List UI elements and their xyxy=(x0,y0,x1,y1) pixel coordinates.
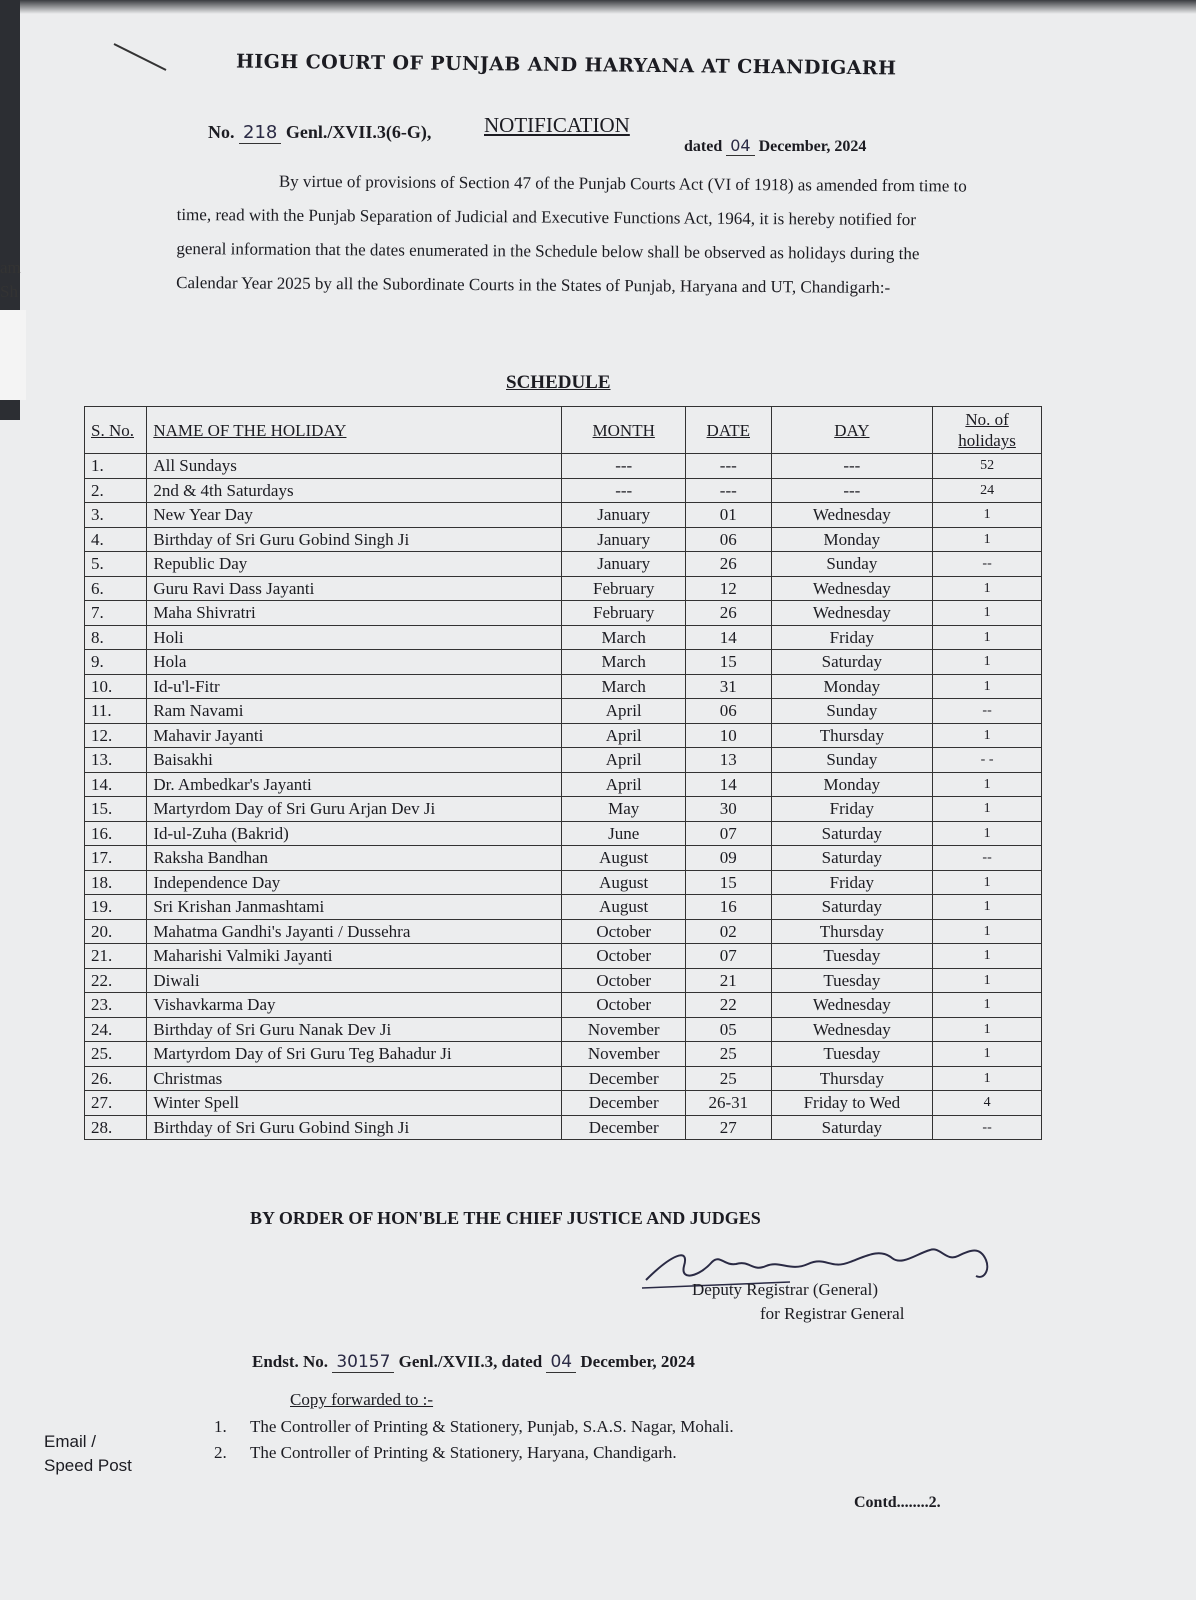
cell-count: - - xyxy=(933,748,1042,773)
cell-count: -- xyxy=(933,552,1042,577)
table-row xyxy=(85,1017,1042,1042)
cell-count: 1 xyxy=(933,674,1042,699)
handwritten-endst-number: 30157 xyxy=(332,1352,394,1373)
cell-name: 2nd & 4th Saturdays xyxy=(147,478,562,503)
table-row xyxy=(85,1066,1042,1091)
cell-day: Monday xyxy=(771,527,933,552)
cell-count: 1 xyxy=(933,870,1042,895)
table-row xyxy=(85,1042,1042,1067)
cell-month: December xyxy=(562,1115,686,1140)
table-row xyxy=(85,576,1042,601)
cell-month: March xyxy=(562,650,686,675)
cell-month: January xyxy=(562,552,686,577)
cell-date: 15 xyxy=(686,650,772,675)
signatory-for: for Registrar General xyxy=(760,1304,905,1323)
cell-sno: 25. xyxy=(85,1042,147,1067)
cell-count: 1 xyxy=(933,1066,1042,1091)
cell-count: 1 xyxy=(933,650,1042,675)
cell-day: Wednesday xyxy=(771,601,933,626)
cell-month: August xyxy=(562,846,686,871)
holiday-schedule-table xyxy=(84,406,1042,1140)
number-suffix: Genl./XVII.3(6-G), xyxy=(285,122,432,142)
cell-count: 1 xyxy=(933,919,1042,944)
cell-count: 52 xyxy=(933,454,1042,479)
table-row xyxy=(85,797,1042,822)
notification-date xyxy=(684,136,866,156)
cell-name: New Year Day xyxy=(147,503,562,528)
cell-sno: 20. xyxy=(85,919,147,944)
cell-count: 1 xyxy=(933,503,1042,528)
table-row xyxy=(85,527,1042,552)
dated-prefix: dated xyxy=(684,138,723,155)
cell-day: Saturday xyxy=(771,650,933,675)
cell-day: Wednesday xyxy=(771,1017,933,1042)
col-date: DATE xyxy=(686,407,772,454)
cell-day: --- xyxy=(771,454,933,479)
table-row xyxy=(85,772,1042,797)
cell-date: --- xyxy=(686,454,772,479)
table-row xyxy=(85,503,1042,528)
cell-month: April xyxy=(562,772,686,797)
cell-month: November xyxy=(562,1042,686,1067)
cell-date: --- xyxy=(686,478,772,503)
cell-name: Christmas xyxy=(147,1066,562,1091)
cell-name: Dr. Ambedkar's Jayanti xyxy=(147,772,562,797)
cell-count: 1 xyxy=(933,527,1042,552)
body-paragraph: By virtue of provisions of Section 47 of the Punjab Courts Act (VI of 1918) as amended from time to time, read with the Punjab Separation of Judicial and Executive Functions Act, 1964, it is hereby notified for general information that the dates enumerated in the Schedule below shall be observed as holidays during the Calendar Year 2025 by all the Subordinate Courts in the States of Punjab, Haryana and UT, Chandigarh:- xyxy=(176,171,967,297)
cell-day: Tuesday xyxy=(771,968,933,993)
cell-month: June xyxy=(562,821,686,846)
cell-name: Id-ul-Zuha (Bakrid) xyxy=(147,821,562,846)
recipient-text: The Controller of Printing & Stationery, Punjab, S.A.S. Nagar, Mohali. xyxy=(250,1417,734,1436)
cell-date: 26 xyxy=(686,601,772,626)
table-header-row xyxy=(85,407,1042,454)
cell-name: Diwali xyxy=(147,968,562,993)
table-row xyxy=(85,552,1042,577)
table-row xyxy=(85,601,1042,626)
cell-month: March xyxy=(562,625,686,650)
endst-suffix: December, 2024 xyxy=(580,1352,695,1371)
table-row xyxy=(85,993,1042,1018)
cell-count: 1 xyxy=(933,601,1042,626)
cell-month: February xyxy=(562,601,686,626)
cell-sno: 1. xyxy=(85,454,147,479)
cell-date: 30 xyxy=(686,797,772,822)
cell-date: 06 xyxy=(686,699,772,724)
cell-month: October xyxy=(562,968,686,993)
col-count: No. of holidays xyxy=(933,407,1042,454)
cell-name: Mahavir Jayanti xyxy=(147,723,562,748)
table-row xyxy=(85,748,1042,773)
cell-sno: 21. xyxy=(85,944,147,969)
cell-name: All Sundays xyxy=(147,454,562,479)
recipient-list xyxy=(214,1414,734,1466)
cell-sno: 10. xyxy=(85,674,147,699)
cell-name: Maharishi Valmiki Jayanti xyxy=(147,944,562,969)
cell-name: Vishavkarma Day xyxy=(147,993,562,1018)
cell-month: November xyxy=(562,1017,686,1042)
number-prefix: No. xyxy=(208,122,235,142)
table-row xyxy=(85,650,1042,675)
cell-name: Hola xyxy=(147,650,562,675)
cell-date: 16 xyxy=(686,895,772,920)
cell-month: April xyxy=(562,748,686,773)
cell-month: January xyxy=(562,527,686,552)
cell-name: Republic Day xyxy=(147,552,562,577)
cell-sno: 15. xyxy=(85,797,147,822)
pen-mark-icon xyxy=(110,40,170,110)
endorsement-line xyxy=(252,1352,695,1372)
cell-sno: 28. xyxy=(85,1115,147,1140)
cell-date: 07 xyxy=(686,944,772,969)
cell-sno: 7. xyxy=(85,601,147,626)
cell-sno: 8. xyxy=(85,625,147,650)
cell-date: 21 xyxy=(686,968,772,993)
list-item xyxy=(214,1414,734,1440)
cell-day: Friday xyxy=(771,625,933,650)
cell-name: Birthday of Sri Guru Nanak Dev Ji xyxy=(147,1017,562,1042)
recipient-text: The Controller of Printing & Stationery, Haryana, Chandigarh. xyxy=(250,1443,677,1462)
cell-count: 1 xyxy=(933,821,1042,846)
cell-count: 1 xyxy=(933,1042,1042,1067)
table-row xyxy=(85,723,1042,748)
table-row xyxy=(85,625,1042,650)
cell-name: Maha Shivratri xyxy=(147,601,562,626)
speed-post-line: Speed Post xyxy=(44,1456,132,1475)
cell-date: 13 xyxy=(686,748,772,773)
cell-count: -- xyxy=(933,1115,1042,1140)
cell-sno: 5. xyxy=(85,552,147,577)
cell-month: October xyxy=(562,993,686,1018)
cell-count: 1 xyxy=(933,993,1042,1018)
col-month: MONTH xyxy=(562,407,686,454)
cell-name: Guru Ravi Dass Jayanti xyxy=(147,576,562,601)
cell-name: Holi xyxy=(147,625,562,650)
cell-date: 10 xyxy=(686,723,772,748)
cell-name: Martyrdom Day of Sri Guru Teg Bahadur Ji xyxy=(147,1042,562,1067)
recipient-num: 2. xyxy=(214,1443,227,1462)
cell-date: 14 xyxy=(686,772,772,797)
cell-day: Monday xyxy=(771,772,933,797)
handwritten-day: 04 xyxy=(726,136,754,156)
table-row xyxy=(85,968,1042,993)
list-item xyxy=(214,1440,734,1466)
cell-name: Martyrdom Day of Sri Guru Arjan Dev Ji xyxy=(147,797,562,822)
cell-day: Friday to Wed xyxy=(771,1091,933,1116)
cell-day: Tuesday xyxy=(771,944,933,969)
cell-month: --- xyxy=(562,478,686,503)
cell-sno: 23. xyxy=(85,993,147,1018)
table-row xyxy=(85,821,1042,846)
cell-day: Sunday xyxy=(771,699,933,724)
cell-count: 1 xyxy=(933,1017,1042,1042)
cell-month: August xyxy=(562,870,686,895)
cell-sno: 24. xyxy=(85,1017,147,1042)
cell-date: 01 xyxy=(686,503,772,528)
cell-name: Raksha Bandhan xyxy=(147,846,562,871)
cell-month: August xyxy=(562,895,686,920)
schedule-title: SCHEDULE xyxy=(506,372,611,393)
notification-label: NOTIFICATION xyxy=(484,113,630,137)
notification-number xyxy=(208,122,431,143)
cell-count: 1 xyxy=(933,576,1042,601)
table-row xyxy=(85,895,1042,920)
cell-day: Thursday xyxy=(771,1066,933,1091)
cell-date: 25 xyxy=(686,1066,772,1091)
table-body xyxy=(85,454,1042,1140)
cell-sno: 2. xyxy=(85,478,147,503)
cell-day: Saturday xyxy=(771,1115,933,1140)
cell-date: 09 xyxy=(686,846,772,871)
cell-day: Tuesday xyxy=(771,1042,933,1067)
cell-day: Saturday xyxy=(771,895,933,920)
table-row xyxy=(85,1115,1042,1140)
cell-month: October xyxy=(562,919,686,944)
side-fragment-2: Sh xyxy=(0,282,18,301)
cell-name: Winter Spell xyxy=(147,1091,562,1116)
left-margin-paper xyxy=(0,310,26,400)
cell-count: 1 xyxy=(933,895,1042,920)
cell-day: Thursday xyxy=(771,723,933,748)
cell-sno: 27. xyxy=(85,1091,147,1116)
cell-name: Mahatma Gandhi's Jayanti / Dussehra xyxy=(147,919,562,944)
cell-count: 24 xyxy=(933,478,1042,503)
table-row xyxy=(85,674,1042,699)
endst-prefix: Endst. No. xyxy=(252,1352,329,1371)
cell-count: 1 xyxy=(933,944,1042,969)
cell-sno: 22. xyxy=(85,968,147,993)
email-line: Email / xyxy=(44,1432,96,1451)
cell-month: October xyxy=(562,944,686,969)
court-title: HIGH COURT OF PUNJAB AND HARYANA AT CHANDIGARH xyxy=(235,50,897,80)
cell-name: Baisakhi xyxy=(147,748,562,773)
cell-day: Friday xyxy=(771,797,933,822)
cell-day: Wednesday xyxy=(771,993,933,1018)
signatory-title: Deputy Registrar (General) xyxy=(692,1280,878,1299)
table-row xyxy=(85,919,1042,944)
continued-marker: Contd........2. xyxy=(854,1494,941,1511)
cell-sno: 14. xyxy=(85,772,147,797)
cell-day: Saturday xyxy=(771,821,933,846)
cell-count: 1 xyxy=(933,772,1042,797)
cell-date: 31 xyxy=(686,674,772,699)
cell-sno: 18. xyxy=(85,870,147,895)
cell-day: Sunday xyxy=(771,748,933,773)
by-order-line: BY ORDER OF HON'BLE THE CHIEF JUSTICE AND JUDGES xyxy=(250,1208,761,1228)
cell-count: 1 xyxy=(933,797,1042,822)
cell-month: April xyxy=(562,723,686,748)
cell-date: 15 xyxy=(686,870,772,895)
handwritten-number: 218 xyxy=(239,122,281,144)
col-name: NAME OF THE HOLIDAY xyxy=(147,407,562,454)
cell-sno: 17. xyxy=(85,846,147,871)
cell-sno: 13. xyxy=(85,748,147,773)
table-row xyxy=(85,478,1042,503)
cell-count: 1 xyxy=(933,625,1042,650)
cell-day: Friday xyxy=(771,870,933,895)
cell-month: December xyxy=(562,1066,686,1091)
table-row xyxy=(85,870,1042,895)
cell-date: 02 xyxy=(686,919,772,944)
table-row xyxy=(85,454,1042,479)
cell-name: Id-u'l-Fitr xyxy=(147,674,562,699)
cell-month: January xyxy=(562,503,686,528)
cell-sno: 6. xyxy=(85,576,147,601)
cell-count: -- xyxy=(933,846,1042,871)
cell-day: Sunday xyxy=(771,552,933,577)
cell-day: Wednesday xyxy=(771,503,933,528)
cell-sno: 26. xyxy=(85,1066,147,1091)
copy-forwarded: Copy forwarded to :- xyxy=(290,1390,434,1409)
recipient-num: 1. xyxy=(214,1417,227,1436)
endst-mid: Genl./XVII.3, dated xyxy=(398,1352,543,1371)
cell-month: December xyxy=(562,1091,686,1116)
cell-name: Birthday of Sri Guru Gobind Singh Ji xyxy=(147,1115,562,1140)
cell-name: Ram Navami xyxy=(147,699,562,724)
cell-date: 27 xyxy=(686,1115,772,1140)
table-row xyxy=(85,846,1042,871)
cell-sno: 3. xyxy=(85,503,147,528)
cell-date: 25 xyxy=(686,1042,772,1067)
cell-month: --- xyxy=(562,454,686,479)
notification-body xyxy=(176,164,967,306)
cell-date: 07 xyxy=(686,821,772,846)
cell-sno: 11. xyxy=(85,699,147,724)
cell-count: 4 xyxy=(933,1091,1042,1116)
dated-suffix: December, 2024 xyxy=(758,138,867,155)
table-row xyxy=(85,944,1042,969)
cell-day: Saturday xyxy=(771,846,933,871)
cell-sno: 9. xyxy=(85,650,147,675)
cell-count: 1 xyxy=(933,723,1042,748)
cell-date: 12 xyxy=(686,576,772,601)
cell-count: 1 xyxy=(933,968,1042,993)
cell-date: 06 xyxy=(686,527,772,552)
handwritten-endst-day: 04 xyxy=(546,1352,576,1373)
cell-count: -- xyxy=(933,699,1042,724)
table-row xyxy=(85,1091,1042,1116)
page-top-shadow xyxy=(0,0,1196,14)
cell-date: 26 xyxy=(686,552,772,577)
cell-name: Independence Day xyxy=(147,870,562,895)
cell-day: --- xyxy=(771,478,933,503)
cell-sno: 19. xyxy=(85,895,147,920)
cell-sno: 16. xyxy=(85,821,147,846)
cell-date: 14 xyxy=(686,625,772,650)
col-sno: S. No. xyxy=(85,407,147,454)
cell-sno: 12. xyxy=(85,723,147,748)
cell-day: Monday xyxy=(771,674,933,699)
cell-month: February xyxy=(562,576,686,601)
cell-date: 26-31 xyxy=(686,1091,772,1116)
cell-name: Sri Krishan Janmashtami xyxy=(147,895,562,920)
cell-month: May xyxy=(562,797,686,822)
cell-month: March xyxy=(562,674,686,699)
col-day: DAY xyxy=(771,407,933,454)
side-fragment-1: am xyxy=(0,258,21,277)
cell-date: 22 xyxy=(686,993,772,1018)
table-row xyxy=(85,699,1042,724)
cell-day: Thursday xyxy=(771,919,933,944)
cell-sno: 4. xyxy=(85,527,147,552)
cell-name: Birthday of Sri Guru Gobind Singh Ji xyxy=(147,527,562,552)
cell-date: 05 xyxy=(686,1017,772,1042)
cell-day: Wednesday xyxy=(771,576,933,601)
cell-month: April xyxy=(562,699,686,724)
dispatch-note xyxy=(44,1430,132,1478)
